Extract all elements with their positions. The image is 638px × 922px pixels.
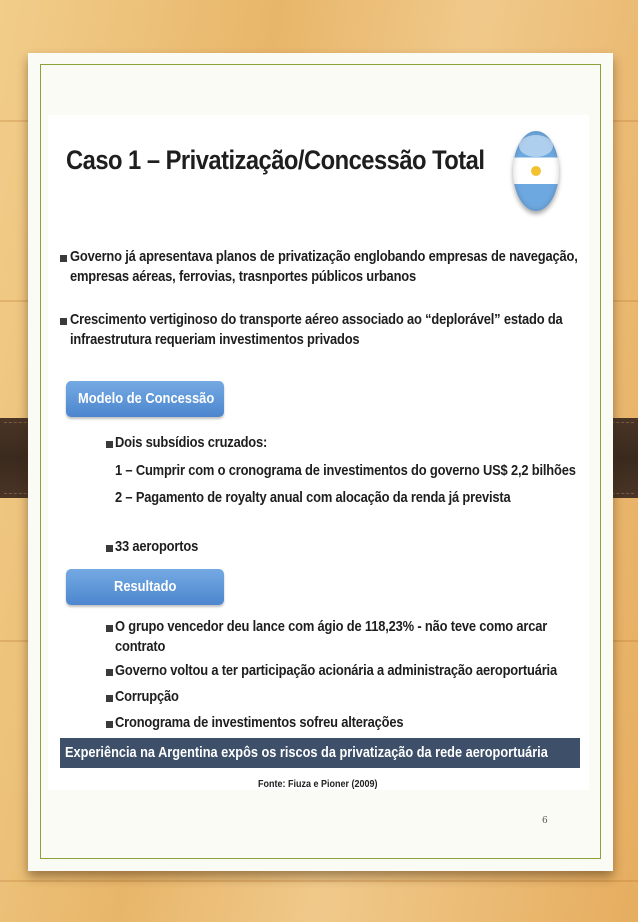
- slide-image: [48, 115, 589, 790]
- conclusion-text: Experiência na Argentina expôs os riscos da privatização da rede aeroportuária: [65, 744, 548, 761]
- page-number: 6: [542, 816, 548, 826]
- bullet-text: Governo voltou a ter participação acionária a administração aeroportuária: [115, 662, 557, 679]
- slide-title: Caso 1 – Privatização/Concessão Total: [66, 145, 485, 175]
- modelo-heading: Modelo de Concessão: [78, 390, 215, 407]
- bullet-text: contrato: [115, 638, 166, 655]
- list-item: 2 – Pagamento de royalty anual com alocação da renda já prevista: [115, 489, 511, 506]
- bullet-icon: [60, 318, 67, 325]
- bullet-text: Cronograma de investimentos sofreu alterações: [115, 714, 404, 731]
- bullet-icon: [106, 695, 113, 702]
- bullet-icon: [106, 721, 113, 728]
- bullet-text: O grupo vencedor deu lance com ágio de 118,23% - não teve como arcar: [115, 618, 548, 635]
- bullet-text: 33 aeroportos: [115, 538, 199, 555]
- resultado-heading-box: [66, 569, 224, 605]
- bullet-text: infraestrutura requeriam investimentos privados: [70, 331, 360, 348]
- bullet-icon: [106, 545, 113, 552]
- bullet-icon: [106, 669, 113, 676]
- bullet-text: Corrupção: [115, 688, 179, 705]
- argentina-flag-icon: [513, 131, 559, 211]
- resultado-heading: Resultado: [114, 578, 177, 595]
- bullet-icon: [60, 255, 67, 262]
- document-page: [28, 53, 613, 871]
- bullet-text: Crescimento vertiginoso do transporte aéreo associado ao “deplorável” estado da: [70, 311, 563, 328]
- bullet-icon: [106, 441, 113, 448]
- source-citation: Fonte: Fiuza e Pioner (2009): [258, 779, 378, 790]
- bullet-icon: [106, 625, 113, 632]
- bullet-text: empresas aéreas, ferrovias, trasnportes públicos urbanos: [70, 268, 416, 285]
- bullet-text: Dois subsídios cruzados:: [115, 434, 268, 451]
- bullet-text: Governo já apresentava planos de privatização englobando empresas de navegação,: [70, 248, 578, 265]
- conclusion-bar: [60, 738, 580, 768]
- modelo-heading-box: [66, 381, 224, 417]
- list-item: 1 – Cumprir com o cronograma de investimentos do governo US$ 2,2 bilhões: [115, 462, 576, 479]
- wood-grain: [0, 880, 638, 882]
